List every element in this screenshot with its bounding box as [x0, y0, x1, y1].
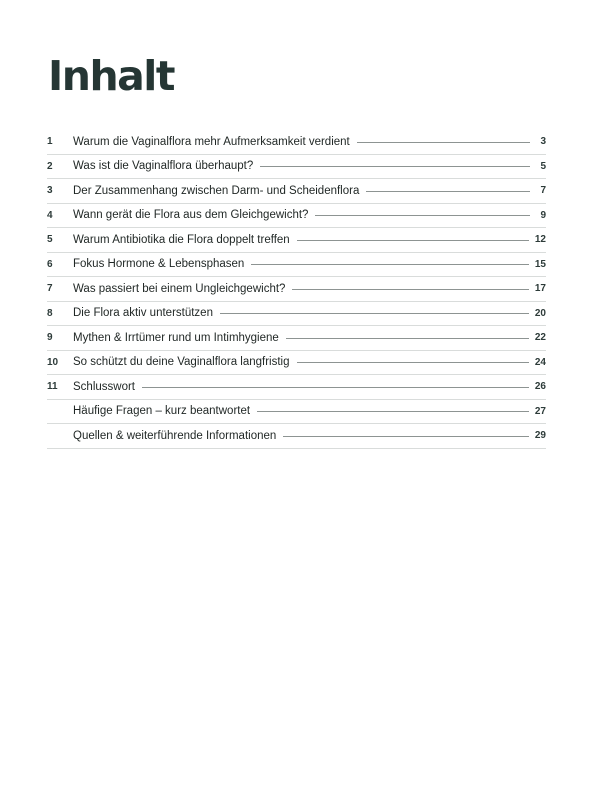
toc-entry[interactable] — [47, 155, 546, 180]
toc-leader-line — [251, 264, 529, 265]
toc-entry[interactable] — [47, 375, 546, 400]
toc-leader-line — [292, 289, 528, 290]
toc-entry[interactable] — [47, 424, 546, 449]
toc-entry-page: 26 — [534, 381, 546, 393]
toc-entry-title: Fokus Hormone & Lebensphasen — [73, 258, 245, 271]
toc-entry-number: 2 — [47, 160, 53, 172]
toc-leader-line — [315, 215, 530, 216]
toc-entry-number: 9 — [47, 332, 53, 344]
toc-leader-line — [297, 240, 529, 241]
toc-entry-title: Warum die Vaginalflora mehr Aufmerksamkeit verdient — [73, 135, 350, 148]
toc-leader-line — [220, 313, 529, 314]
toc-entry-title: Schlusswort — [73, 380, 135, 393]
toc-entry-page: 27 — [534, 405, 546, 417]
toc-entry[interactable] — [47, 228, 546, 253]
toc-entry-page: 20 — [534, 307, 546, 319]
toc-entry[interactable] — [47, 302, 546, 327]
toc-entry-title: Was passiert bei einem Ungleichgewicht? — [73, 282, 286, 295]
toc-entry-title: Wann gerät die Flora aus dem Gleichgewicht? — [73, 209, 309, 222]
page-title: Inhalt — [48, 52, 174, 100]
toc-entry-number: 6 — [47, 258, 53, 270]
toc-entry-number: 7 — [47, 283, 53, 295]
toc-entry[interactable] — [47, 351, 546, 376]
toc-entry-number: 5 — [47, 234, 53, 246]
toc-leader-line — [257, 411, 529, 412]
toc-entry-title: Mythen & Irrtümer rund um Intimhygiene — [73, 331, 279, 344]
toc-entry-page: 15 — [534, 258, 546, 270]
toc-entry-page: 29 — [534, 430, 546, 442]
toc-entry[interactable] — [47, 400, 546, 425]
toc-entry-title: Warum Antibiotika die Flora doppelt treffen — [73, 233, 290, 246]
toc-entry-title: Was ist die Vaginalflora überhaupt? — [73, 160, 254, 173]
table-of-contents — [47, 130, 546, 449]
toc-leader-line — [260, 166, 530, 167]
toc-entry[interactable] — [47, 326, 546, 351]
toc-entry[interactable] — [47, 130, 546, 155]
toc-entry-title: Die Flora aktiv unterstützen — [73, 307, 213, 320]
toc-entry-page: 24 — [534, 356, 546, 368]
toc-entry-title: Häufige Fragen – kurz beantwortet — [73, 405, 251, 418]
toc-entry-number: 11 — [47, 381, 58, 393]
toc-entry-title: Quellen & weiterführende Informationen — [73, 429, 277, 442]
toc-leader-line — [357, 142, 530, 143]
toc-leader-line — [297, 362, 529, 363]
toc-entry-page: 17 — [534, 283, 546, 295]
toc-entry-number: 10 — [47, 356, 59, 368]
toc-entry-page: 5 — [540, 160, 546, 172]
toc-leader-line — [366, 191, 530, 192]
toc-entry[interactable] — [47, 253, 546, 278]
toc-entry-number: 8 — [47, 307, 53, 319]
toc-entry-page: 12 — [534, 234, 546, 246]
toc-entry[interactable] — [47, 204, 546, 229]
toc-entry-number: 3 — [47, 185, 53, 197]
toc-leader-line — [142, 387, 529, 388]
toc-leader-line — [283, 436, 529, 437]
toc-entry-page: 22 — [534, 332, 546, 344]
toc-entry-title: Der Zusammenhang zwischen Darm- und Scheidenflora — [73, 184, 360, 197]
toc-entry-number: 1 — [47, 136, 53, 148]
toc-entry-page: 3 — [540, 136, 546, 148]
toc-entry-title: So schützt du deine Vaginalflora langfristig — [73, 356, 290, 369]
toc-leader-line — [286, 338, 529, 339]
toc-entry-page: 9 — [540, 209, 546, 221]
toc-entry-page: 7 — [540, 185, 546, 197]
toc-entry[interactable] — [47, 277, 546, 302]
toc-entry[interactable] — [47, 179, 546, 204]
toc-entry-number: 4 — [47, 209, 53, 221]
